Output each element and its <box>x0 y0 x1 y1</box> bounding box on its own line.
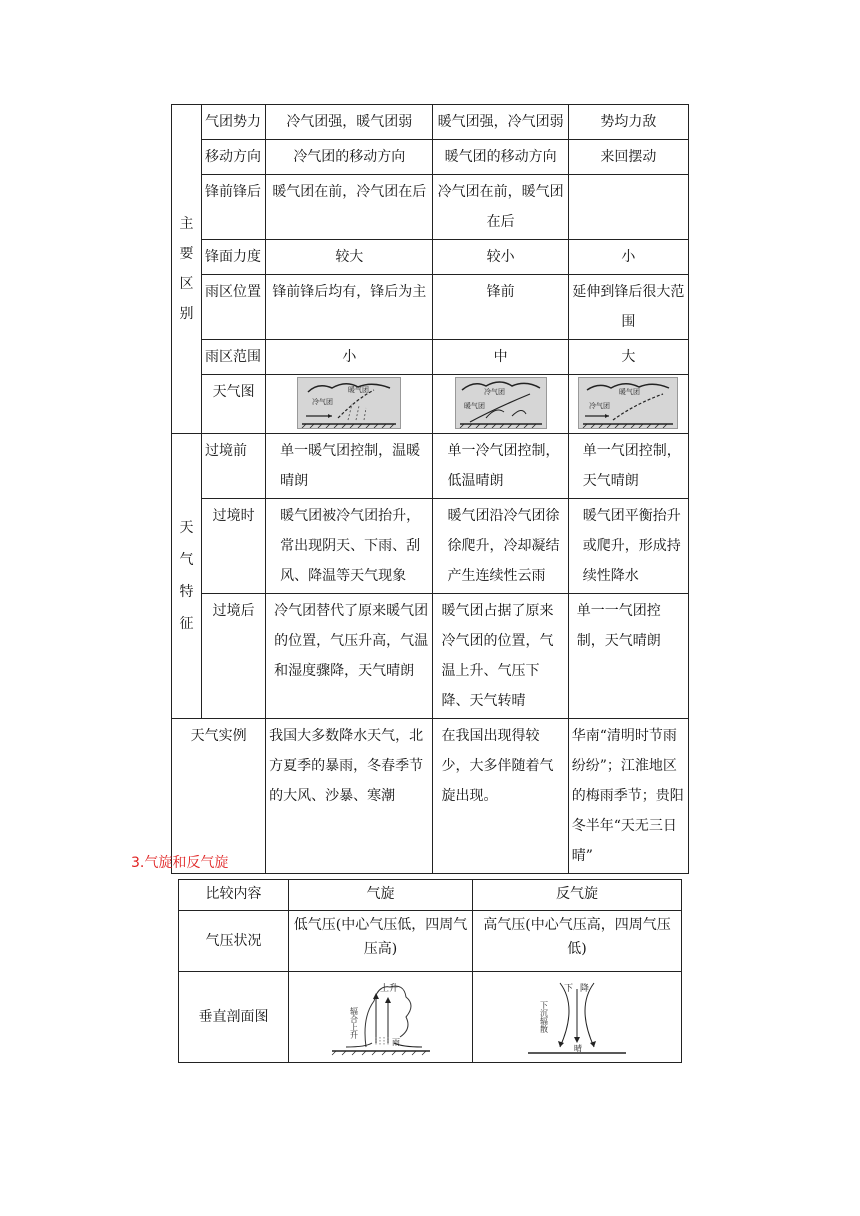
cell-anticyclone-diagram <box>473 972 682 1063</box>
label-diverge: 下沉辐散 <box>539 1001 549 1033</box>
cell-warm-map <box>433 375 568 434</box>
anticyclone-profile-diagram <box>522 977 632 1057</box>
row-label: 雨区位置 <box>202 275 266 340</box>
label-clear: 晴 <box>574 1044 582 1053</box>
label-rise: 上升 <box>379 984 398 994</box>
row-label: 天气图 <box>202 375 266 434</box>
row-label: 垂直剖面图 <box>179 972 289 1063</box>
row-pressure <box>179 911 682 972</box>
row-rain-range <box>172 340 689 375</box>
row-label: 雨区范围 <box>202 340 266 375</box>
row-label: 过境前 <box>202 434 266 499</box>
cell-cyclone-diagram <box>289 972 473 1063</box>
cell-warm: 在我国出现得较少，大多伴随着气旋出现。 <box>433 719 568 874</box>
row-move <box>172 140 689 175</box>
cell-cyclone-pressure: 低气压(中心气压低，四周气压高) <box>289 911 473 972</box>
cell-warm: 单一冷气团控制，低温晴朗 <box>433 434 568 499</box>
cyclone-comparison-table <box>178 879 682 1063</box>
label-down: 下 <box>564 984 574 994</box>
cell-warm: 暖气团强，冷气团弱 <box>433 105 568 140</box>
cell-quasi: 来回摆动 <box>568 140 688 175</box>
cell-cold: 较大 <box>266 240 433 275</box>
section-main-diff-label: 主要区别 <box>179 216 194 322</box>
arrow-down-icon <box>558 1041 564 1047</box>
cell-quasi: 势均力敌 <box>568 105 688 140</box>
cell-warm: 暖气团占据了原来冷气团的位置，气温上升、气压下降、天气转晴 <box>433 594 568 719</box>
cell-cold: 冷气团替代了原来暖气团的位置，气压升高，气温和湿度骤降，天气晴朗 <box>266 594 433 719</box>
cyclone-profile-diagram <box>326 977 436 1057</box>
cell-cold-map <box>266 375 433 434</box>
cell-quasi: 单一气团控制，天气晴朗 <box>568 434 688 499</box>
row-label: 过境时 <box>202 499 266 594</box>
map-label-cold: 冷气团 <box>312 398 334 406</box>
cell-warm: 中 <box>433 340 568 375</box>
row-before <box>172 434 689 499</box>
row-label: 气压状况 <box>179 911 289 972</box>
row-slope <box>172 240 689 275</box>
label-sink: 降 <box>580 984 590 994</box>
cell-quasi: 暖气团平衡抬升或爬升，形成持续性降水 <box>568 499 688 594</box>
cell-quasi: 华南“清明时节雨纷纷”；江淮地区的梅雨季节；贵阳冬半年“天无三日晴” <box>568 719 688 874</box>
cell-cold: 我国大多数降水天气，北方夏季的暴雨，冬春季节的大风、沙暴、寒潮 <box>266 719 433 874</box>
stationary-front-diagram <box>578 377 678 429</box>
cell-cold: 锋前锋后均有，锋后为主 <box>266 275 433 340</box>
row-label: 过境后 <box>202 594 266 719</box>
row-profile <box>179 972 682 1063</box>
row-label: 锋面力度 <box>202 240 266 275</box>
cell-cold: 暖气团在前，冷气团在后 <box>266 175 433 240</box>
arrow-icon <box>605 414 609 418</box>
cell-cold: 小 <box>266 340 433 375</box>
section-weather-label: 天气特征 <box>179 520 194 632</box>
label-converge: 辐合上升 <box>349 1007 358 1039</box>
cell-quasi: 小 <box>568 240 688 275</box>
cell-warm: 冷气团在前，暖气团在后 <box>433 175 568 240</box>
section-main-diff <box>172 105 202 434</box>
warm-front-diagram <box>455 377 547 429</box>
header-cyclone: 气旋 <box>289 880 473 911</box>
header-anticyclone: 反气旋 <box>473 880 682 911</box>
curved-arrow-icon <box>486 410 504 418</box>
map-label-cold: 冷气团 <box>483 388 505 396</box>
arrow-up-icon <box>373 993 379 999</box>
row-power <box>172 105 689 140</box>
row-label: 气团势力 <box>202 105 266 140</box>
row-example <box>172 719 689 874</box>
cell-warm: 暖气团沿冷气团徐徐爬升，冷却凝结产生连续性云雨 <box>433 499 568 594</box>
section3-title: 3.气旋和反气旋 <box>131 855 229 871</box>
cell-warm: 暖气团的移动方向 <box>433 140 568 175</box>
cell-quasi: 大 <box>568 340 688 375</box>
map-label-warm: 暖气团 <box>619 388 641 396</box>
cell-quasi: 延伸到锋后很大范围 <box>568 275 688 340</box>
label-rain: 雨 <box>391 1038 400 1047</box>
section-weather <box>172 434 202 719</box>
cell-cold: 冷气团强，暖气团弱 <box>266 105 433 140</box>
row-after <box>172 594 689 719</box>
cell-cold: 冷气团的移动方向 <box>266 140 433 175</box>
row-label: 天气实例 <box>172 719 266 874</box>
row-label: 锋前锋后 <box>202 175 266 240</box>
row-order <box>172 175 689 240</box>
row-during <box>172 499 689 594</box>
front-comparison-table <box>171 104 689 874</box>
cell-quasi: 单一一气团控制，天气晴朗 <box>568 594 688 719</box>
row-weather-map <box>172 375 689 434</box>
map-label-cold: 冷气团 <box>589 402 611 410</box>
header-compare: 比较内容 <box>179 880 289 911</box>
map-label-warm: 暖气团 <box>463 402 485 410</box>
cell-warm: 较小 <box>433 240 568 275</box>
cell-quasi <box>568 175 688 240</box>
row-rain-position <box>172 275 689 340</box>
cell-cold: 暖气团被冷气团抬升，常出现阴天、下雨、刮风、降温等天气现象 <box>266 499 433 594</box>
row-label: 移动方向 <box>202 140 266 175</box>
cell-warm: 锋前 <box>433 275 568 340</box>
cell-cold: 单一暖气团控制，温暖晴朗 <box>266 434 433 499</box>
cell-quasi-map <box>568 375 688 434</box>
cold-front-diagram <box>297 377 401 429</box>
map-label-warm: 暖气团 <box>348 386 370 394</box>
header-row <box>179 880 682 911</box>
cell-anticyclone-pressure: 高气压(中心气压高，四周气压低) <box>473 911 682 972</box>
